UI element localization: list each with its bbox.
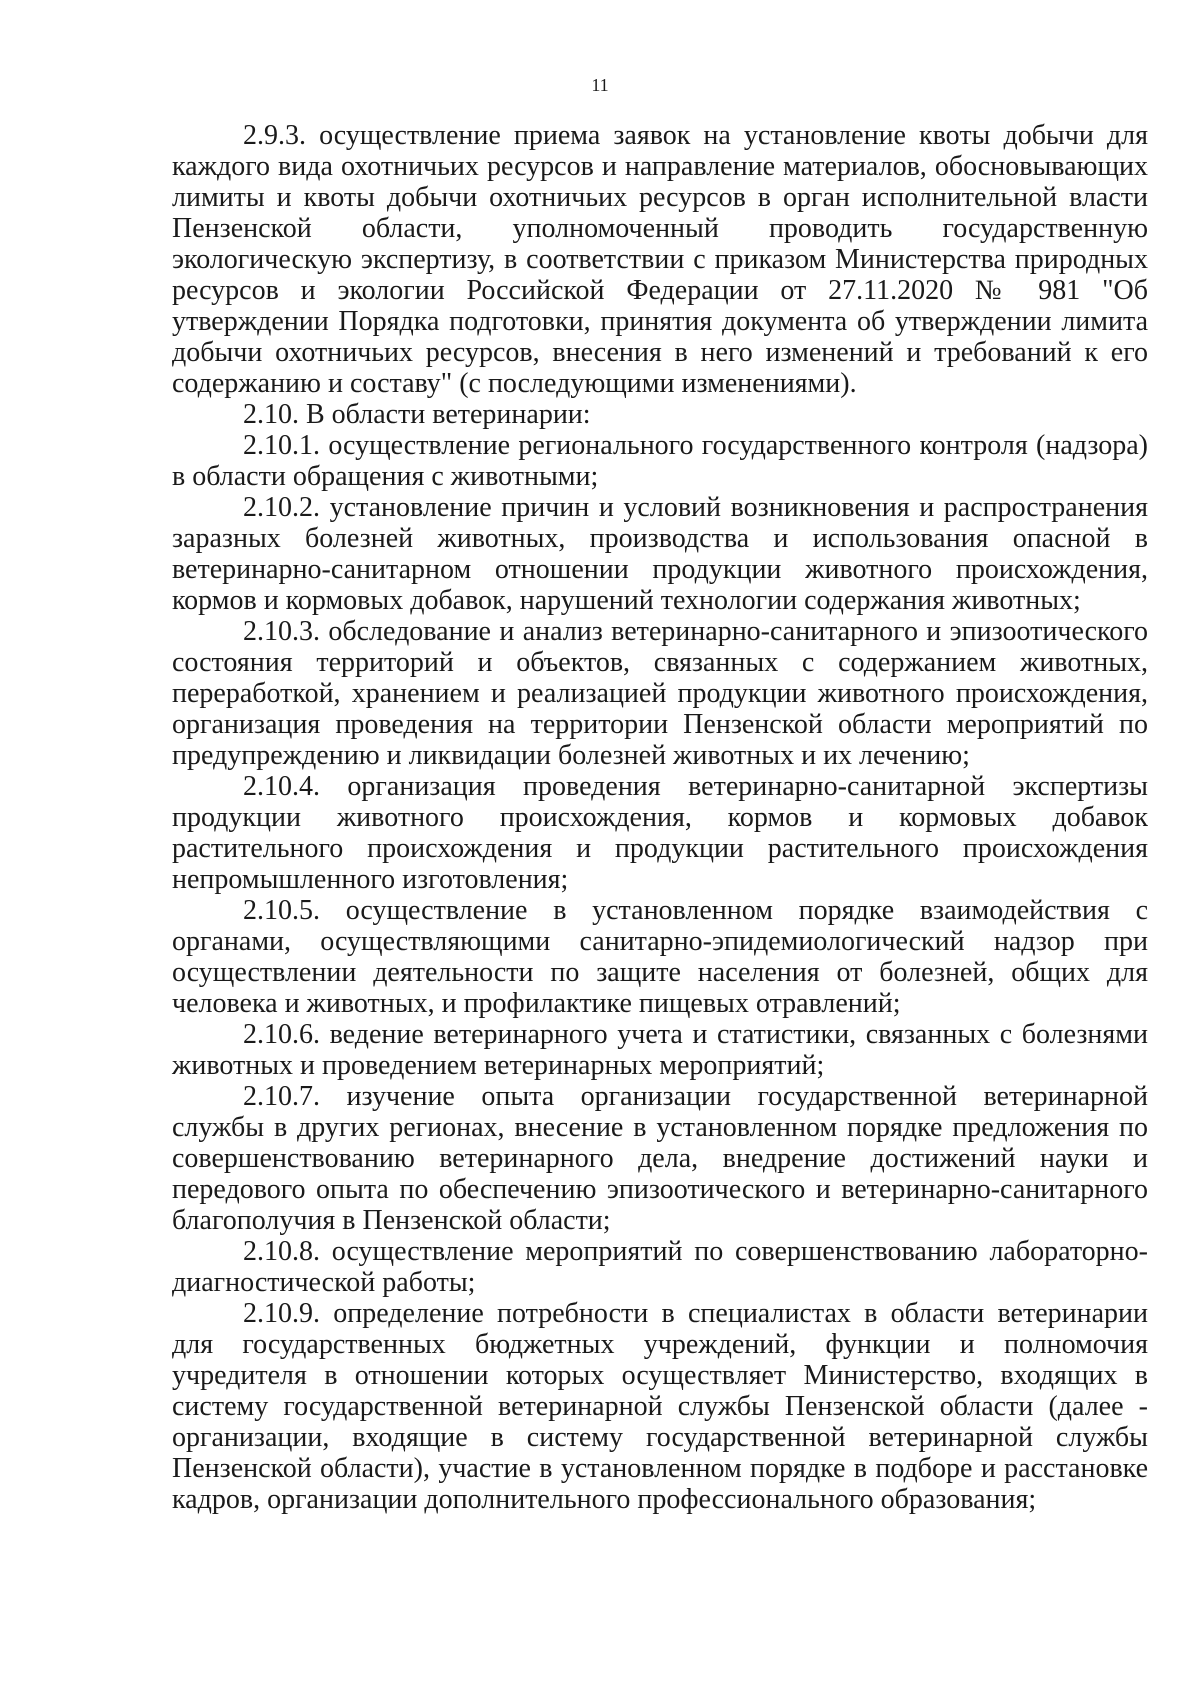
paragraph-2-10-4: 2.10.4. организация проведения ветеринарно-санитарной экспертизы продукции животного происхождения, кормов и кормовых добавок растительного происхождения и продукции растительного происхождения непромышленного изготовления; bbox=[172, 771, 1148, 895]
paragraph-2-10-8: 2.10.8. осуществление мероприятий по совершенствованию лабораторно-диагностической работы; bbox=[172, 1236, 1148, 1298]
paragraph-2-10-heading: 2.10. В области ветеринарии: bbox=[243, 399, 591, 430]
paragraph-2-9-3: 2.9.3. осуществление приема заявок на установление квоты добычи для каждого вида охотничьих ресурсов и направление материалов, обосновывающих лимиты и квоты добычи охотничьих ресурсов в орган исполнительной власти Пензенской области, уполномоченный проводить государственную экологическую экспертизу, в соответствии с приказом Министерства природных ресурсов и экологии Российской Федерации от 27.11.2020 № 981 "Об утверждении Порядка подготовки, принятия документа об утверждении лимита добычи охотничьих ресурсов, внесения в него изменений и требований к его содержанию и составу" (с последующими изменениями). bbox=[172, 120, 1148, 399]
paragraph-2-10-9: 2.10.9. определение потребности в специалистах в области ветеринарии для государственных бюджетных учреждений, функции и полномочия учредителя в отношении которых осуществляет Министерство, входящих в систему государственной ветеринарной службы Пензенской области (далее - организации, входящие в систему государственной ветеринарной службы Пензенской области), участие в установленном порядке в подборе и расстановке кадров, организации дополнительного профессионального образования; bbox=[172, 1298, 1148, 1515]
paragraph-2-10-7: 2.10.7. изучение опыта организации государственной ветеринарной службы в других регионах, внесение в установленном порядке предложения по совершенствованию ветеринарного дела, внедрение достижений науки и передового опыта по обеспечению эпизоотического и ветеринарно-санитарного благополучия в Пензенской области; bbox=[172, 1081, 1148, 1236]
paragraph-2-10-5: 2.10.5. осуществление в установленном порядке взаимодействия с органами, осуществляющими санитарно-эпидемиологический надзор при осуществлении деятельности по защите населения от болезней, общих для человека и животных, и профилактике пищевых отравлений; bbox=[172, 895, 1148, 1019]
document-body bbox=[172, 120, 1148, 1515]
paragraph-2-10-1: 2.10.1. осуществление регионального государственного контроля (надзора) в области обращения с животными; bbox=[172, 430, 1148, 492]
paragraph-2-10-3: 2.10.3. обследование и анализ ветеринарно-санитарного и эпизоотического состояния территорий и объектов, связанных с содержанием животных, переработкой, хранением и реализацией продукции животного происхождения, организация проведения на территории Пензенской области мероприятий по предупреждению и ликвидации болезней животных и их лечению; bbox=[172, 616, 1148, 771]
paragraph-2-10-2: 2.10.2. установление причин и условий возникновения и распространения заразных болезней животных, производства и использования опасной в ветеринарно-санитарном отношении продукции животного происхождения, кормов и кормовых добавок, нарушений технологии содержания животных; bbox=[172, 492, 1148, 616]
paragraph-2-10-6: 2.10.6. ведение ветеринарного учета и статистики, связанных с болезнями животных и проведением ветеринарных мероприятий; bbox=[172, 1019, 1148, 1081]
page-number: 11 bbox=[591, 75, 609, 95]
